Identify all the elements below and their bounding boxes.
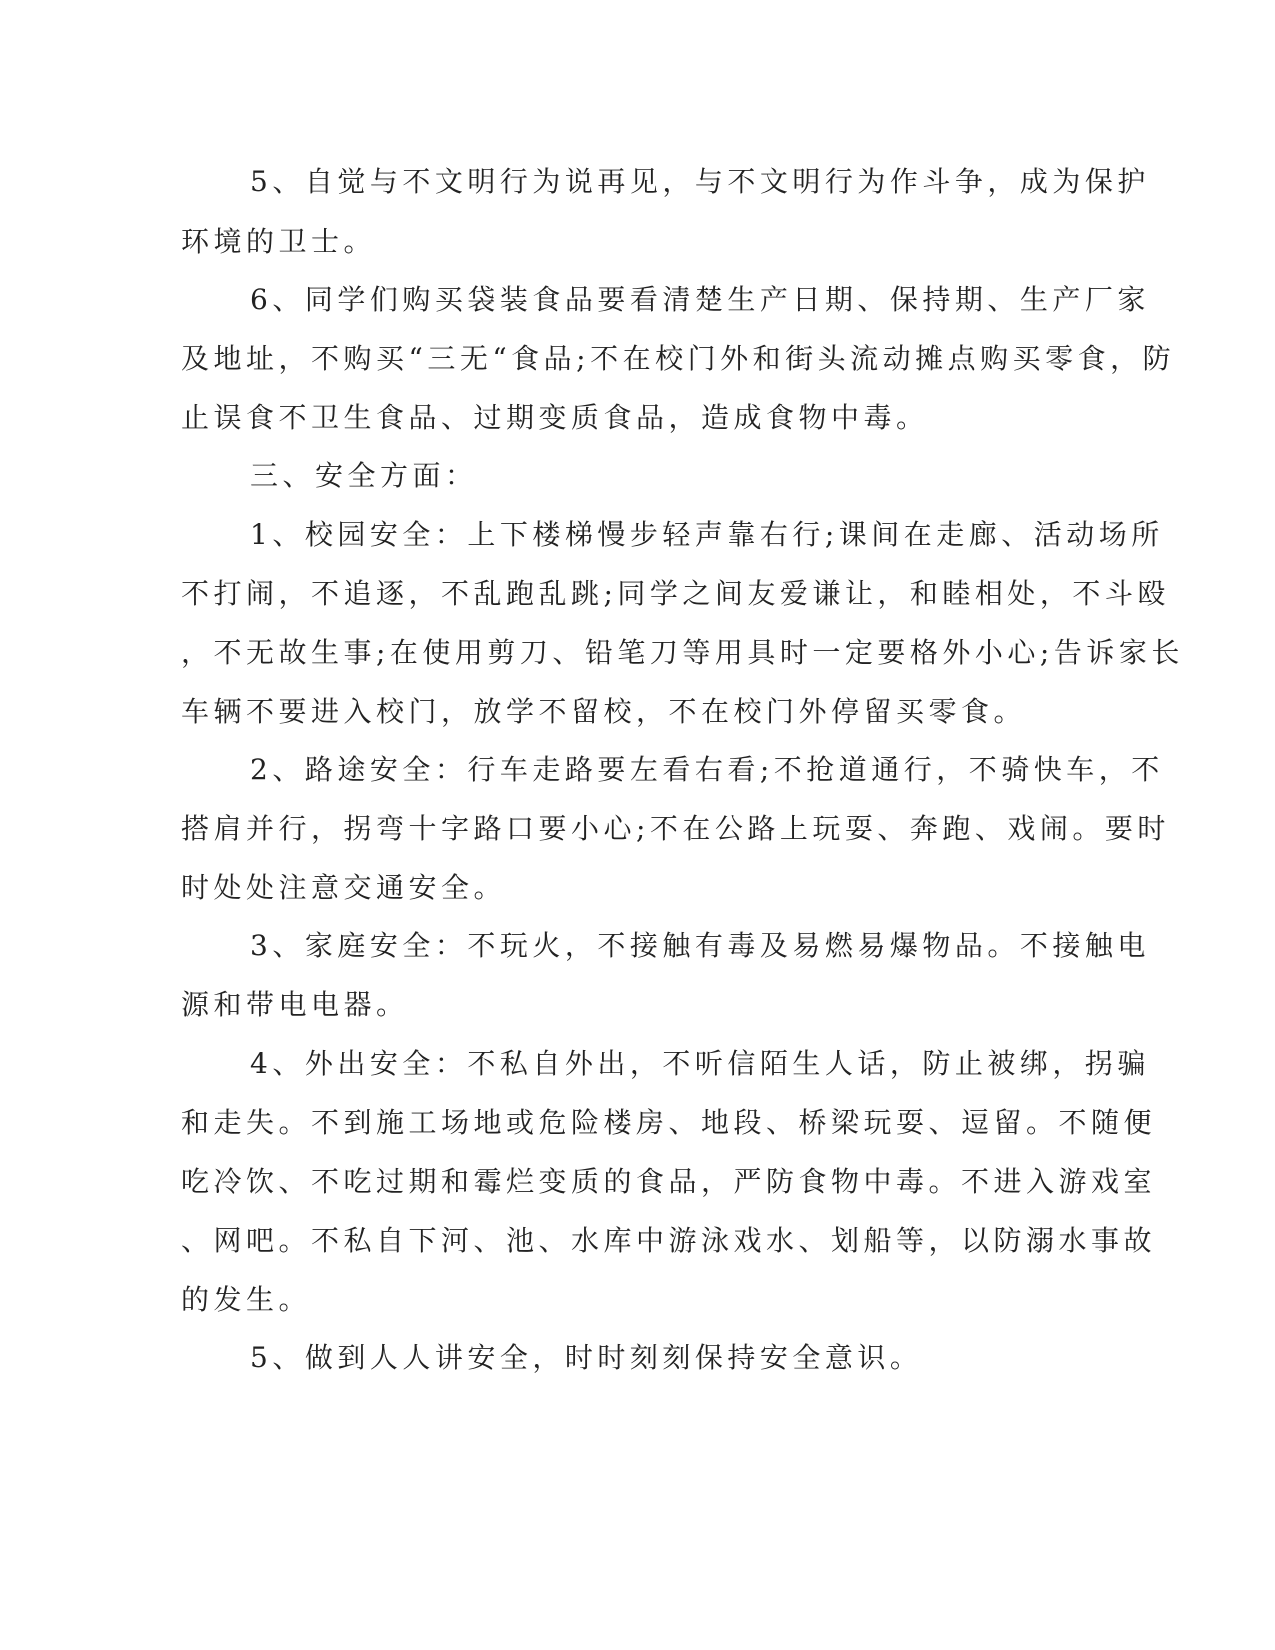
paragraph-line: 和走失。不到施工场地或危险楼房、地段、桥梁玩耍、逗留。不随便 — [181, 1106, 1157, 1139]
paragraph-line: ，不无故生事;在使用剪刀、铅笔刀等用具时一定要格外小心;告诉家长 — [181, 636, 1184, 669]
paragraph-line: 环境的卫士。 — [181, 225, 377, 258]
paragraph-line: 5、做到人人讲安全，时时刻刻保持安全意识。 — [250, 1341, 923, 1374]
paragraph-line: 2、路途安全：行车走路要左看右看;不抢道通行，不骑快车，不 — [250, 753, 1164, 786]
section-heading: 三、安全方面： — [250, 459, 478, 492]
paragraph-line: 1、校园安全：上下楼梯慢步轻声靠右行;课间在走廊、活动场所 — [250, 518, 1164, 551]
paragraph-line: 搭肩并行，拐弯十字路口要小心;不在公路上玩耍、奔跑、戏闹。要时 — [181, 812, 1170, 845]
paragraph-line: 源和带电电器。 — [181, 988, 409, 1021]
paragraph-line: 、网吧。不私自下河、池、水库中游泳戏水、划船等，以防溺水事故 — [181, 1224, 1157, 1257]
paragraph-line: 4、外出安全：不私自外出，不听信陌生人话，防止被绑，拐骗 — [250, 1047, 1150, 1080]
paragraph-line: 时处处注意交通安全。 — [181, 871, 507, 904]
paragraph-line: 3、家庭安全：不玩火，不接触有毒及易燃易爆物品。不接触电 — [250, 929, 1150, 962]
paragraph-line: 6、同学们购买袋装食品要看清楚生产日期、保持期、生产厂家 — [250, 283, 1150, 316]
paragraph-line: 不打闹，不追逐，不乱跑乱跳;同学之间友爱谦让，和睦相处，不斗殴 — [181, 577, 1170, 610]
paragraph-line: 吃冷饮、不吃过期和霉烂变质的食品，严防食物中毒。不进入游戏室 — [181, 1165, 1157, 1198]
paragraph-line: 的发生。 — [181, 1283, 312, 1316]
paragraph-line: 车辆不要进入校门，放学不留校，不在校门外停留买零食。 — [181, 695, 1027, 728]
paragraph-line: 止误食不卫生食品、过期变质食品，造成食物中毒。 — [181, 401, 929, 434]
paragraph-line: 及地址，不购买“三无“食品;不在校门外和街头流动摊点购买零食，防 — [181, 342, 1176, 375]
paragraph-line: 5、自觉与不文明行为说再见，与不文明行为作斗争，成为保护 — [250, 165, 1150, 198]
